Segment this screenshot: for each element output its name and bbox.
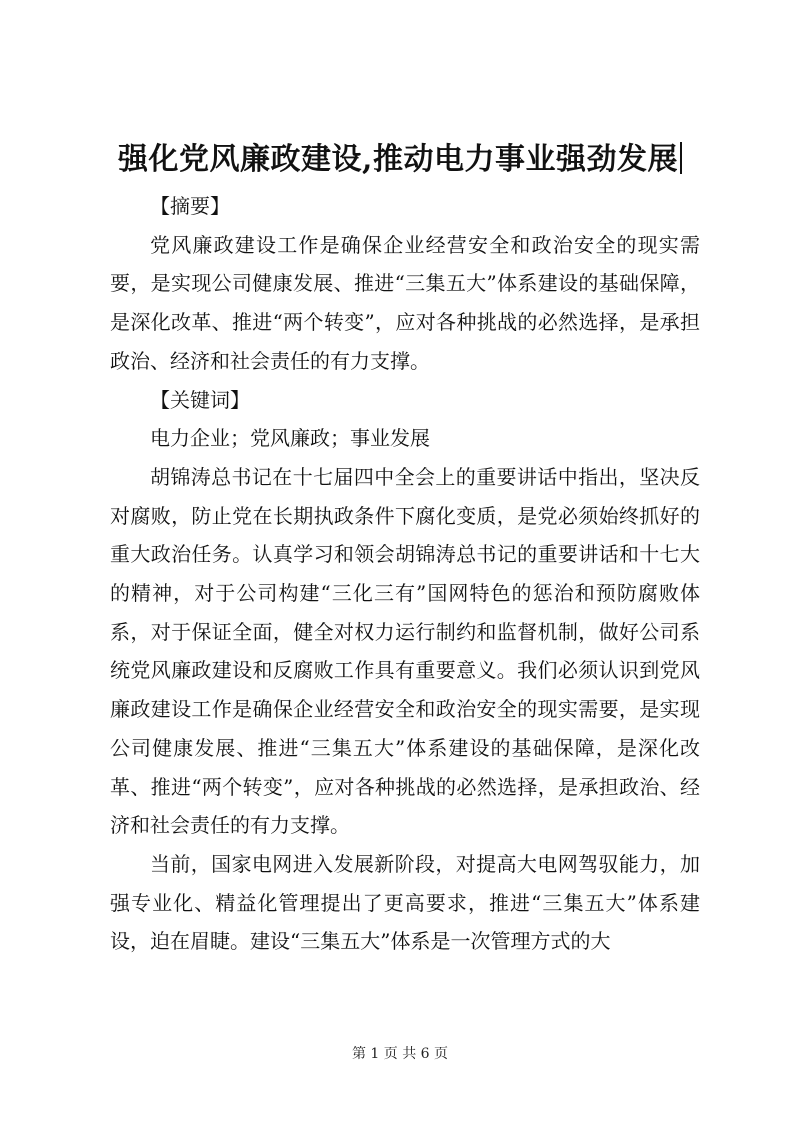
document-title-line	[0, 136, 800, 184]
page-number: 第 1 页 共 6 页	[351, 1046, 449, 1062]
keywords-heading: 【关键词】	[150, 387, 250, 412]
body-paragraph: 当前，国家电网进入发展新阶段，对提高大电网驾驭能力，加强专业化、精益化管理提出了更高要求，推进“三集五大”体系建设，迫在眉睫。建设“三集五大”体系是一次管理方式的大	[110, 851, 700, 954]
text-cursor	[680, 142, 682, 174]
body-paragraph: 胡锦涛总书记在十七届四中全会上的重要讲话中指出，坚决反对腐败，防止党在长期执政条件下腐化变质，是党必须始终抓好的重大政治任务。认真学习和领会胡锦涛总书记的重要讲话和十七大的精神，对于公司构建“三化三有”国网特色的惩治和预防腐败体系，对于保证全面，健全对权力运行制约和监督机制，做好公司系统党风廉政建设和反腐败工作具有重要意义。我们必须认识到党风廉政建设工作是确保企业经营安全和政治安全的现实需要，是实现公司健康发展、推进“三集五大”体系建设的基础保障，是深化改革、推进“两个转变”，应对各种挑战的必然选择，是承担政治、经济和社会责任的有力支撑。	[110, 464, 700, 838]
abstract-paragraph: 党风廉政建设工作是确保企业经营安全和政治安全的现实需要，是实现公司健康发展、推进“三集五大”体系建设的基础保障，是深化改革、推进“两个转变”，应对各种挑战的必然选择，是承担政治、经济和社会责任的有力支撑。	[110, 232, 700, 373]
abstract-heading: 【摘要】	[150, 194, 230, 218]
document-title: 强化党风廉政建设,推动电力事业强劲发展	[118, 142, 678, 177]
keywords-paragraph: 电力企业；党风廉政；事业发展	[150, 426, 430, 451]
document-body	[110, 187, 700, 961]
